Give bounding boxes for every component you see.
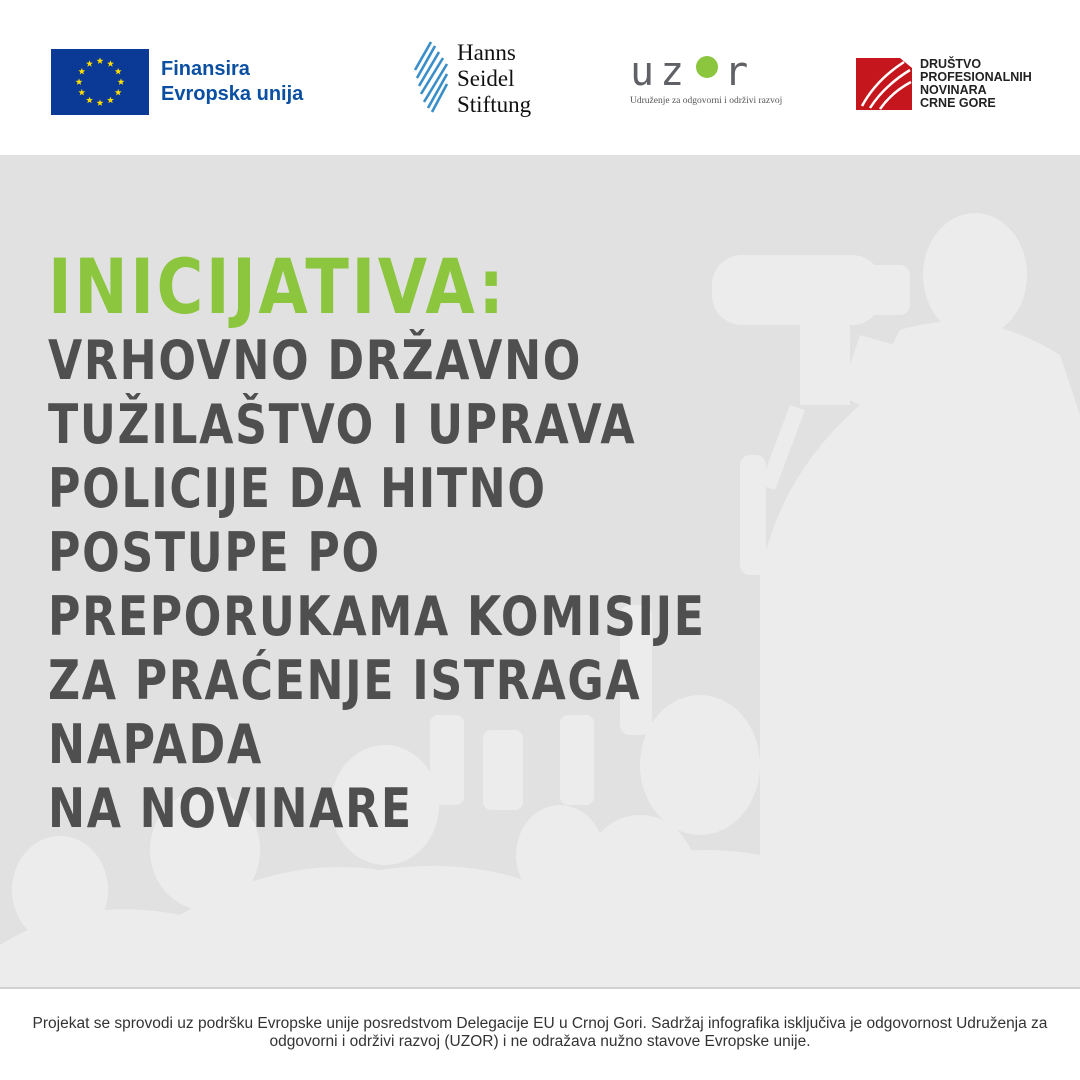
eu-star-icon <box>97 57 104 64</box>
headline-line-8: NA NOVINARE <box>48 777 413 840</box>
headline-line-7: NAPADA <box>48 713 263 776</box>
eu-star-icon <box>76 78 83 85</box>
eu-star-icon <box>115 68 122 75</box>
headline <box>48 242 1048 841</box>
eu-star-icon <box>78 89 85 96</box>
headline-line-1: VRHOVNO DRŽAVNO <box>48 329 583 392</box>
eu-star-icon <box>118 78 125 85</box>
hss-logo <box>413 40 531 118</box>
eu-star-icon <box>107 60 114 67</box>
footer-disclaimer: Projekat se sprovodi uz podršku Evropske unije posredstvom Delegacije EU u Crnoj Gori. Sadržaj infografika isključiva je odgovornost Udruženja za odgovorni i održivi razvoj (UZOR) i ne odražava nužno stavove Evropske unije. <box>32 1015 1048 1050</box>
headline-line-5: PREPORUKAMA KOMISIJE <box>48 585 706 648</box>
eu-logo <box>51 49 303 115</box>
dpn-logo-line4: CRNE GORE <box>920 96 996 110</box>
eu-star-icon <box>97 99 104 106</box>
eu-flag-icon <box>51 49 149 115</box>
headline-line-3: POLICIJE DA HITNO <box>48 457 547 520</box>
headline-lines <box>48 329 1048 841</box>
eu-star-icon <box>115 89 122 96</box>
eu-star-icon <box>107 97 114 104</box>
dpn-emblem-icon <box>856 58 912 110</box>
dpn-logo-line2: PROFESIONALNIH <box>920 70 1032 84</box>
eu-star-icon <box>78 68 85 75</box>
uzor-wordmark <box>630 49 782 95</box>
eu-logo-line1: Finansira <box>161 58 250 80</box>
dpn-logo-line3: NOVINARA <box>920 83 987 97</box>
headline-accent: INICIJATIVA: <box>48 242 507 331</box>
hss-logo-text <box>457 40 531 118</box>
main-panel <box>0 155 1080 987</box>
uzor-logo <box>630 49 783 106</box>
headline-line-6: ZA PRAĆENJE ISTRAGA <box>48 649 642 712</box>
uzor-subtitle: Udruženje za odgovorni i održivi razvoj <box>630 96 783 106</box>
hss-logo-line2: Seidel <box>457 66 515 91</box>
headline-line-4: POSTUPE PO <box>48 521 381 584</box>
hss-logo-line3: Stiftung <box>457 92 532 117</box>
eu-star-icon <box>86 60 93 67</box>
uzor-dot-icon <box>696 56 718 78</box>
footer <box>0 987 1080 1080</box>
uzor-word-left: uz <box>630 49 691 95</box>
eu-logo-line2: Evropska unija <box>161 83 304 105</box>
dpn-logo-line1: DRUŠTVO <box>920 57 982 71</box>
dpn-logo-text <box>920 58 1032 110</box>
eu-star-icon <box>86 97 93 104</box>
eu-logo-text <box>161 57 303 107</box>
headline-line-2: TUŽILAŠTVO I UPRAVA <box>48 393 637 456</box>
hss-logo-line1: Hanns <box>457 40 516 65</box>
dpn-logo <box>856 58 1032 110</box>
hss-stripes-icon <box>413 40 449 114</box>
logo-header <box>0 0 1080 155</box>
uzor-word-right: r <box>724 49 755 95</box>
